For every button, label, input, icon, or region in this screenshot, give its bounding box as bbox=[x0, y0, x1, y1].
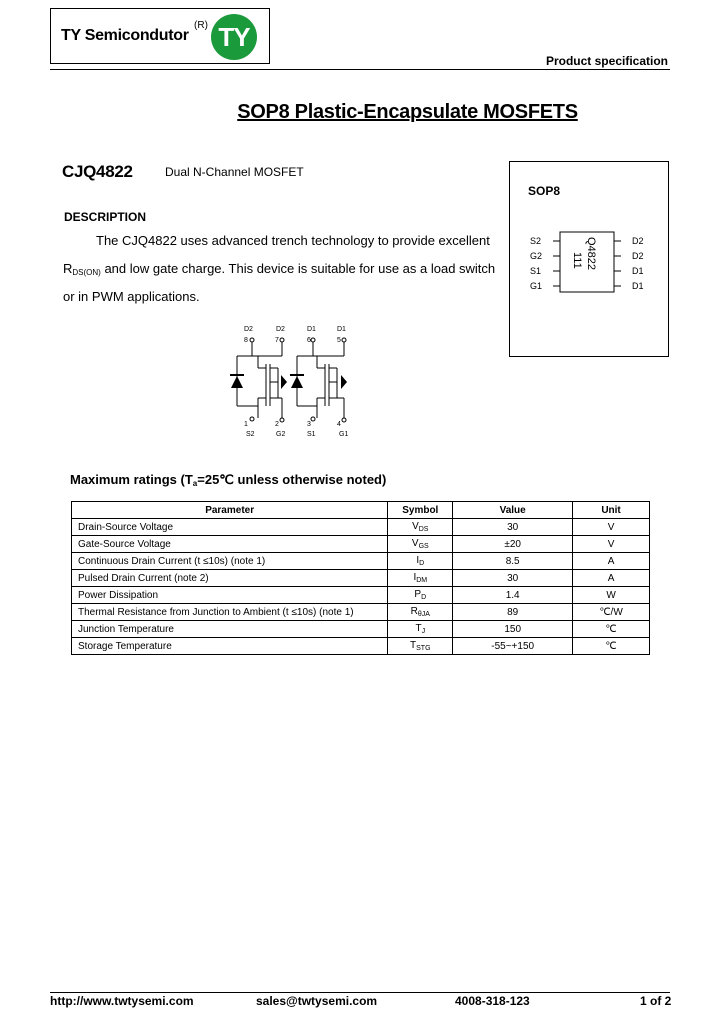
symbol-cell: $V_{DS}$ bbox=[388, 519, 453, 536]
param-cell: Storage Temperature bbox=[72, 638, 388, 655]
schematic-bottom-label: G1 bbox=[339, 431, 349, 438]
value-cell: 8.5 bbox=[453, 553, 573, 570]
symbol-cell: $R_{\theta JA}$ bbox=[388, 604, 453, 621]
unit-cell: A bbox=[573, 553, 650, 570]
page-number: 1 of 2 bbox=[640, 994, 672, 1008]
spec-label: Product specification bbox=[545, 54, 668, 68]
description-line-3: or in PWM applications. bbox=[63, 289, 200, 304]
param-cell: Drain-Source Voltage bbox=[72, 519, 388, 536]
value-cell: 89 bbox=[453, 604, 573, 621]
pin-label-right: D1 bbox=[632, 266, 644, 276]
mosfet-schematic-diagram bbox=[225, 322, 360, 440]
symbol-cell: $T_J$ bbox=[388, 621, 453, 638]
package-label: SOP8 bbox=[528, 184, 561, 198]
schematic-bottom-number: 1 bbox=[244, 421, 248, 428]
description-line-1: The CJQ4822 uses advanced trench technology to provide excellent bbox=[96, 233, 490, 248]
schematic-bottom-label: S1 bbox=[307, 431, 316, 438]
column-header: Parameter bbox=[72, 502, 388, 519]
param-cell: Pulsed Drain Current (note 2) bbox=[72, 570, 388, 587]
value-cell: 150 bbox=[453, 621, 573, 638]
param-cell: Junction Temperature bbox=[72, 621, 388, 638]
sop8-chip-diagram bbox=[510, 162, 670, 358]
value-cell: 30 bbox=[453, 519, 573, 536]
param-cell: Thermal Resistance from Junction to Ambient (t ≤10s) (note 1) bbox=[72, 604, 388, 621]
table-row bbox=[72, 570, 650, 587]
pin-label-right: D1 bbox=[632, 281, 644, 291]
unit-cell: ℃ bbox=[573, 621, 650, 638]
description-line-2: $R_{DS(ON)}$ and low gate charge. This device is suitable for use as a load switch bbox=[63, 261, 496, 277]
value-cell: 1.4 bbox=[453, 587, 573, 604]
schematic-top-label: D1 bbox=[307, 326, 316, 333]
part-number: CJQ4822 bbox=[62, 162, 133, 181]
chip-marking: Q4822 bbox=[585, 237, 597, 271]
value-cell: 30 bbox=[453, 570, 573, 587]
schematic-bottom-number: 3 bbox=[307, 421, 311, 428]
schematic-top-number: 6 bbox=[307, 337, 311, 344]
pin-label-right: D2 bbox=[632, 236, 644, 246]
symbol-cell: $T_{STG}$ bbox=[388, 638, 453, 655]
chip-marking: 111 bbox=[571, 252, 583, 269]
pin-label-left: G1 bbox=[530, 281, 543, 291]
company-logo bbox=[50, 8, 270, 64]
param-cell: Continuous Drain Current (t ≤10s) (note 1) bbox=[72, 553, 388, 570]
footer-email-link[interactable]: sales@twtysemi.com bbox=[256, 994, 378, 1008]
pin-label-left: S1 bbox=[530, 266, 542, 276]
unit-cell: ℃/W bbox=[573, 604, 650, 621]
header-rule bbox=[50, 69, 670, 70]
table-row bbox=[72, 536, 650, 553]
value-cell: ±20 bbox=[453, 536, 573, 553]
unit-cell: V bbox=[573, 519, 650, 536]
footer-website-link[interactable]: http://www.twtysemi.com bbox=[50, 994, 194, 1008]
schematic-top-number: 7 bbox=[275, 337, 279, 344]
part-description: Dual N-Channel MOSFET bbox=[165, 165, 304, 179]
footer-rule bbox=[50, 992, 670, 993]
table-row bbox=[72, 638, 650, 655]
document-title: SOP8 Plastic-Encapsulate MOSFETS bbox=[237, 101, 578, 123]
ratings-heading: Maximum ratings ($T_a=25℃$ unless otherwise noted) bbox=[70, 472, 387, 488]
pin-label-right: D2 bbox=[632, 251, 644, 261]
table-row bbox=[72, 621, 650, 638]
column-header: Symbol bbox=[388, 502, 453, 519]
param-cell: Power Dissipation bbox=[72, 587, 388, 604]
table-header-row bbox=[72, 502, 650, 519]
ty-logo-icon: TY bbox=[211, 14, 257, 60]
footer-phone: 4008-318-123 bbox=[455, 994, 530, 1008]
schematic-bottom-number: 2 bbox=[275, 421, 279, 428]
unit-cell: ℃ bbox=[573, 638, 650, 655]
table-row bbox=[72, 553, 650, 570]
table-row bbox=[72, 587, 650, 604]
schematic-bottom-label: G2 bbox=[276, 431, 286, 438]
schematic-top-number: 5 bbox=[337, 337, 341, 344]
company-name: TY Semicondutor bbox=[61, 27, 189, 44]
table-row bbox=[72, 604, 650, 621]
schematic-top-label: D2 bbox=[244, 326, 253, 333]
unit-cell: A bbox=[573, 570, 650, 587]
symbol-cell: $I_{DM}$ bbox=[388, 570, 453, 587]
pin-label-left: G2 bbox=[530, 251, 543, 261]
param-cell: Gate-Source Voltage bbox=[72, 536, 388, 553]
column-header: Value bbox=[453, 502, 573, 519]
schematic-top-label: D2 bbox=[276, 326, 285, 333]
table-row bbox=[72, 519, 650, 536]
schematic-bottom-number: 4 bbox=[337, 421, 341, 428]
symbol-cell: $P_D$ bbox=[388, 587, 453, 604]
schematic-bottom-label: S2 bbox=[246, 431, 255, 438]
unit-cell: V bbox=[573, 536, 650, 553]
schematic-top-label: D1 bbox=[337, 326, 346, 333]
unit-cell: W bbox=[573, 587, 650, 604]
symbol-cell: $I_D$ bbox=[388, 553, 453, 570]
registered-mark: (R) bbox=[194, 20, 208, 31]
symbol-cell: $V_{GS}$ bbox=[388, 536, 453, 553]
description-heading: DESCRIPTION bbox=[64, 210, 147, 224]
ratings-table bbox=[71, 501, 650, 655]
pin-label-left: S2 bbox=[530, 236, 542, 246]
schematic-top-number: 8 bbox=[244, 337, 248, 344]
value-cell: -55~+150 bbox=[453, 638, 573, 655]
package-box bbox=[509, 161, 669, 357]
column-header: Unit bbox=[573, 502, 650, 519]
